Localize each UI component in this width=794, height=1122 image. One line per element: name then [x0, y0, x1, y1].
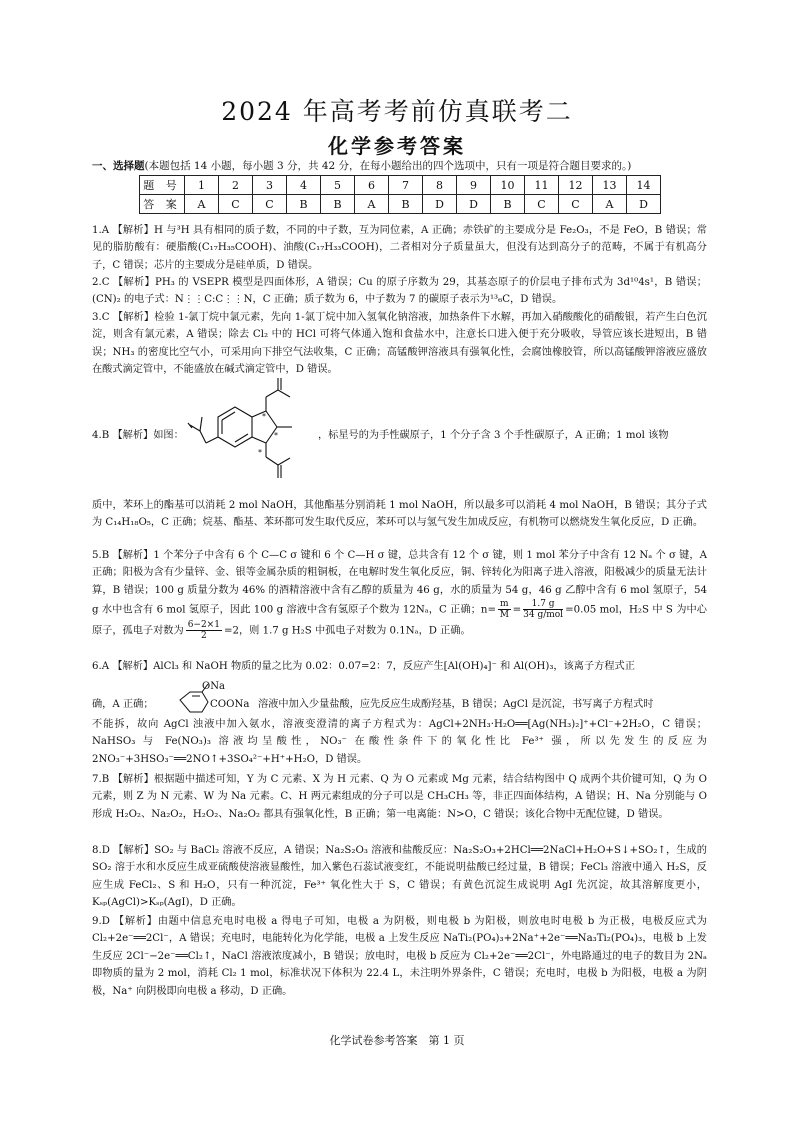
table-cell: 5: [321, 176, 355, 195]
table-cell: 9: [457, 176, 491, 195]
table-cell: 13: [593, 176, 627, 195]
table-cell: A: [185, 195, 219, 214]
solution-3: 3.C 【解析】检验 1-氯丁烷中氯元素，先向 1-氯丁烷中加入氢氧化钠溶液，加热条件下水解，再加入硝酸酸化的硝酸银，若产生白色沉淀，则含有氯元素，A 错误；除去 Cl₂ 中的 HCl 可将气体通入饱和食盐水中，注意长口进入便于充分吸收，导管应该长进短出，B 错误；NH₃ 的密度比空气小，可采用向下排空气法收集，C 正确；高锰酸钾溶液具有强氧化性，会腐蚀橡胶管，所以高锰酸钾溶液应盛放在酸式滴定管中，不能盛放在碱式滴定管中，D 错误。: [92, 312, 707, 376]
table-cell: 3: [253, 176, 287, 195]
table-cell: D: [627, 195, 661, 214]
molecule-structure-diagram: [180, 375, 320, 493]
section-description: (本题包括 14 小题，每小题 3 分，共 42 分，在每小题给出的四个选项中，只有一项是符合题目要求的。): [144, 160, 632, 172]
chiral-star: *: [262, 412, 266, 421]
table-cell: 4: [287, 176, 321, 195]
numerator: 6−2×1: [187, 620, 220, 631]
solution-9: 9.D 【解析】由题中信息充电时电极 a 得电子可知，电极 a 为阴极，则电极 b 为阳极，则放电时电极 b 为正极，电极反应式为 Cl₂+2e⁻══2Cl⁻，A 错误；充电时，电能转化为化学能，电极 a 上发生反应 NaTi₂(PO₄)₃+2Na⁺+2e⁻══Na₃Ti₂(PO₄)₃，电极 b 上发生反应 2Cl⁻−2e⁻══Cl₂↑，NaCl 溶液浓度减小，B 错误；放电时，电极 b 反应为 Cl₂+2e⁻══2Cl⁻，外电路通过的电子的数目为 2Nₐ 即物质的量为 2 mol，消耗 Cl₂ 1 mol，标准状况下体积为 22.4 L，未注明外界条件，C 错误；充电时，电极 b 为阳极，电极 a 为阴极，Na⁺ 向阴极即向电极 a 移动，D 正确。: [92, 916, 707, 997]
table-header-cell: 题 号: [140, 176, 185, 195]
solution-1: 1.A 【解析】H 与³H 具有相同的质子数，不同的中子数，互为同位素，A 正确；赤铁矿的主要成分是 Fe₂O₃，不是 FeO，B 错误；常见的脂肪酸有：硬脂酸(C₁₇H₃₅COOH)、油酸(C₁₇H₃₃COOH)，二者相对分子质量虽大，但没有达到高分子的范畴，不属于有机高分子，C 错误；芯片的主要成分是硅单质，D 错误。: [92, 225, 707, 271]
table-cell: 14: [627, 176, 661, 195]
fraction-mass-molar: [523, 599, 563, 620]
table-cell: C: [219, 195, 253, 214]
chiral-star: *: [258, 448, 262, 457]
solution-6-b2: 溶液中加入少量盐酸，应先反应生成酚羟基，B 错误；AgCl 是沉淀，书写离子方程式时: [258, 699, 654, 710]
fraction-m-over-M: [498, 599, 511, 620]
answer-table: [139, 175, 661, 214]
table-header-cell: 答 案: [140, 195, 185, 214]
table-cell: 6: [355, 176, 389, 195]
table-cell: D: [457, 195, 491, 214]
solution-6-body: 不能拆，故向 AgCl 浊液中加入氨水，溶液变澄清的离子方程式为：AgCl+2NH₃·H₂O══[Ag(NH₃)₂]⁺+Cl⁻+2H₂O，C 错误；NaHSO₃ 与 Fe(NO₃)₃ 溶液均呈酸性，NO₃⁻ 在酸性条件下的氧化性比 Fe³⁺ 强，所以先发生的反应为 2NO₃⁻+3HSO₃⁻══2NO↑+3SO₄²⁻+H⁺+H₂O，D 错误。: [92, 719, 707, 765]
denominator: M: [499, 610, 509, 621]
solution-5-text-b: =0.05 mol，H₂S 中 S 为中心原子，孤电子对数为: [92, 604, 707, 637]
answer-table-row-numbers: [140, 176, 661, 195]
table-cell: 2: [219, 176, 253, 195]
solution-2: 2.C 【解析】PH₃ 的 VSEPR 模型是四面体形，A 错误；Cu 的原子序数为 29，其基态原子的价层电子排布式为 3d¹⁰4s¹，B 错误；(CN)₂ 的电子式：N⋮⋮C:C⋮⋮N，C 正确；质子数为 6，中子数为 7 的碳原子表示为¹³₆C，D 错误。: [92, 277, 707, 306]
solution-8: 8.D 【解析】SO₂ 与 BaCl₂ 溶液不反应，A 错误；Na₂S₂O₃ 溶液和盐酸反应：Na₂S₂O₃+2HCl══2NaCl+H₂O+S↓+SO₂↑，生成的 SO₂ 溶于水和水反应生成亚硫酸使溶液显酸性，加入紫色石蕊试液变红，不能说明盐酸已经过量，B 错误；FeCl₃ 溶液中通入 H₂S，反应生成 FeCl₂、S 和 H₂O，只有一种沉淀，Fe³⁺ 氧化性大于 S，C 错误；有黄色沉淀生成说明 AgI 先沉淀，故其溶解度更小，Kₛₚ(AgCl)>Kₛₚ(AgI)，D 正确。: [92, 845, 707, 909]
solution-4-body: 质中，苯环上的酯基可以消耗 2 mol NaOH，其他酯基分别消耗 1 mol NaOH，所以最多可以消耗 4 mol NaOH，B 错误；其分子式为 C₁₄H₁₈O₅，C 正确；烷基、酯基、苯环都可发生取代反应，苯环可以与氢气发生加成反应，有机物可以燃烧发生氧化反应，D 正确。: [92, 500, 707, 529]
solution-4-cont: ，标星号的为手性碳原子，1 个分子含 3 个手性碳原子，A 正确；1 mol 该物: [318, 430, 669, 441]
fraction-lone-pairs: [186, 620, 222, 641]
table-cell: 8: [423, 176, 457, 195]
table-cell: 7: [389, 176, 423, 195]
table-cell: C: [253, 195, 287, 214]
numerator: m: [500, 599, 509, 610]
solution-6-intro: 6.A 【解析】AlCl₃ 和 NaOH 物质的量之比为 0.02：0.07=2：7，反应产生[Al(OH)₄]⁻ 和 Al(OH)₃，该离子方程式正: [92, 661, 635, 672]
table-cell: A: [593, 195, 627, 214]
table-cell: B: [491, 195, 525, 214]
denominator: 34 g/mol: [523, 610, 564, 621]
solution-6-b1: 确，A 正确；: [92, 699, 154, 710]
table-cell: C: [525, 195, 559, 214]
table-cell: 10: [491, 176, 525, 195]
table-cell: C: [559, 195, 593, 214]
chiral-star: *: [274, 431, 278, 440]
table-cell: 11: [525, 176, 559, 195]
page-title: 2024 年高考考前仿真联考二: [221, 97, 573, 126]
solution-4-intro: 4.B 【解析】如图：: [92, 430, 184, 441]
coona-label: COONa: [210, 699, 250, 710]
table-cell: D: [423, 195, 457, 214]
ona-label: ONa: [202, 681, 225, 692]
table-cell: 1: [185, 176, 219, 195]
table-cell: B: [287, 195, 321, 214]
solution-5: 5.B 【解析】1 个苯分子中含有 6 个 C—C σ 键和 6 个 C—H σ 键，总共含有 12 个 σ 键，则 1 mol 苯分子中含有 12 Nₐ 个 σ 键，A 正确；阳极为含有少量锌、金、银等金属杂质的粗铜板，在电解时发生氧化反应，铜、锌转化为阳离子进入溶液，阳极减少的质量无法计算，B 错误；100 g 质量分数为 46% 的酒精溶液中含有乙醇的质量为 46 g，水的质量为 54 g，46 g 乙醇中含有 6 mol 氢原子，54 g 水中也含有 6 mol 氢原子，因此 100 g 溶液中含有氢原子个数为 12Nₐ，C 正确；n= $\frac{m}{M}$ = $\frac{1.7 g}{\text{34 g/mol}}$ =0.05 mol，H₂S 中 S 为中心原子，孤电子对数为 $\frac{6-2\times 1}{2}$ =2，则 1.7 g H₂S 中孤电子对数为 0.1Nₐ，D 正确。: [92, 550, 707, 642]
section-label: 一、选择题: [92, 160, 145, 172]
answer-table-row-answers: [140, 195, 661, 214]
numerator: 1.7 g: [523, 599, 563, 610]
page-subtitle: 化学参考答案: [328, 134, 466, 158]
denominator: 2: [200, 631, 207, 642]
table-cell: A: [355, 195, 389, 214]
table-cell: 12: [559, 176, 593, 195]
table-cell: B: [389, 195, 423, 214]
solution-5-text-c: =2，则 1.7 g H₂S 中孤电子对数为 0.1Nₐ，D 正确。: [223, 625, 471, 637]
page-footer: 化学试卷参考答案 第 1 页: [329, 1034, 465, 1047]
section-heading: [92, 158, 631, 173]
table-cell: B: [321, 195, 355, 214]
solution-5-text-a: 5.B 【解析】1 个苯分子中含有 6 个 C—C σ 键和 6 个 C—H σ 键，总共含有 12 个 σ 键，则 1 mol 苯分子中含有 12 Nₐ 个 σ 键，A 正确；阳极为含有少量锌、金、银等金属杂质的粗铜板，在电解时发生氧化反应，铜、锌转化为阳离子进入溶液，阳极减少的质量无法计算，B 错误；100 g 质量分数为 46% 的酒精溶液中含有乙醇的质量为 46 g，水的质量为 54 g，46 g 乙醇中含有 6 mol 氢原子，54 g 水中也含有 6 mol 氢原子，因此 100 g 溶液中含有氢原子个数为 12Nₐ，C 正确；n=: [92, 550, 707, 616]
solution-7: 7.B 【解析】根据题中描述可知，Y 为 C 元素、X 为 H 元素、Q 为 O 元素或 Mg 元素，结合结构图中 Q 成两个共价键可知，Q 为 O 元素，则 Z 为 N 元素、W 为 Na 元素。C、H 两元素组成的分子可以是 CH₃CH₃ 等，非正四面体结构，A 错误；H、Na 分别能与 O 形成 H₂O₂、Na₂O₂，H₂O₂、Na₂O₂ 都具有强氧化性，B 正确；第一电离能：N>O，C 错误；该化合物中无配位键，D 错误。: [92, 774, 707, 820]
